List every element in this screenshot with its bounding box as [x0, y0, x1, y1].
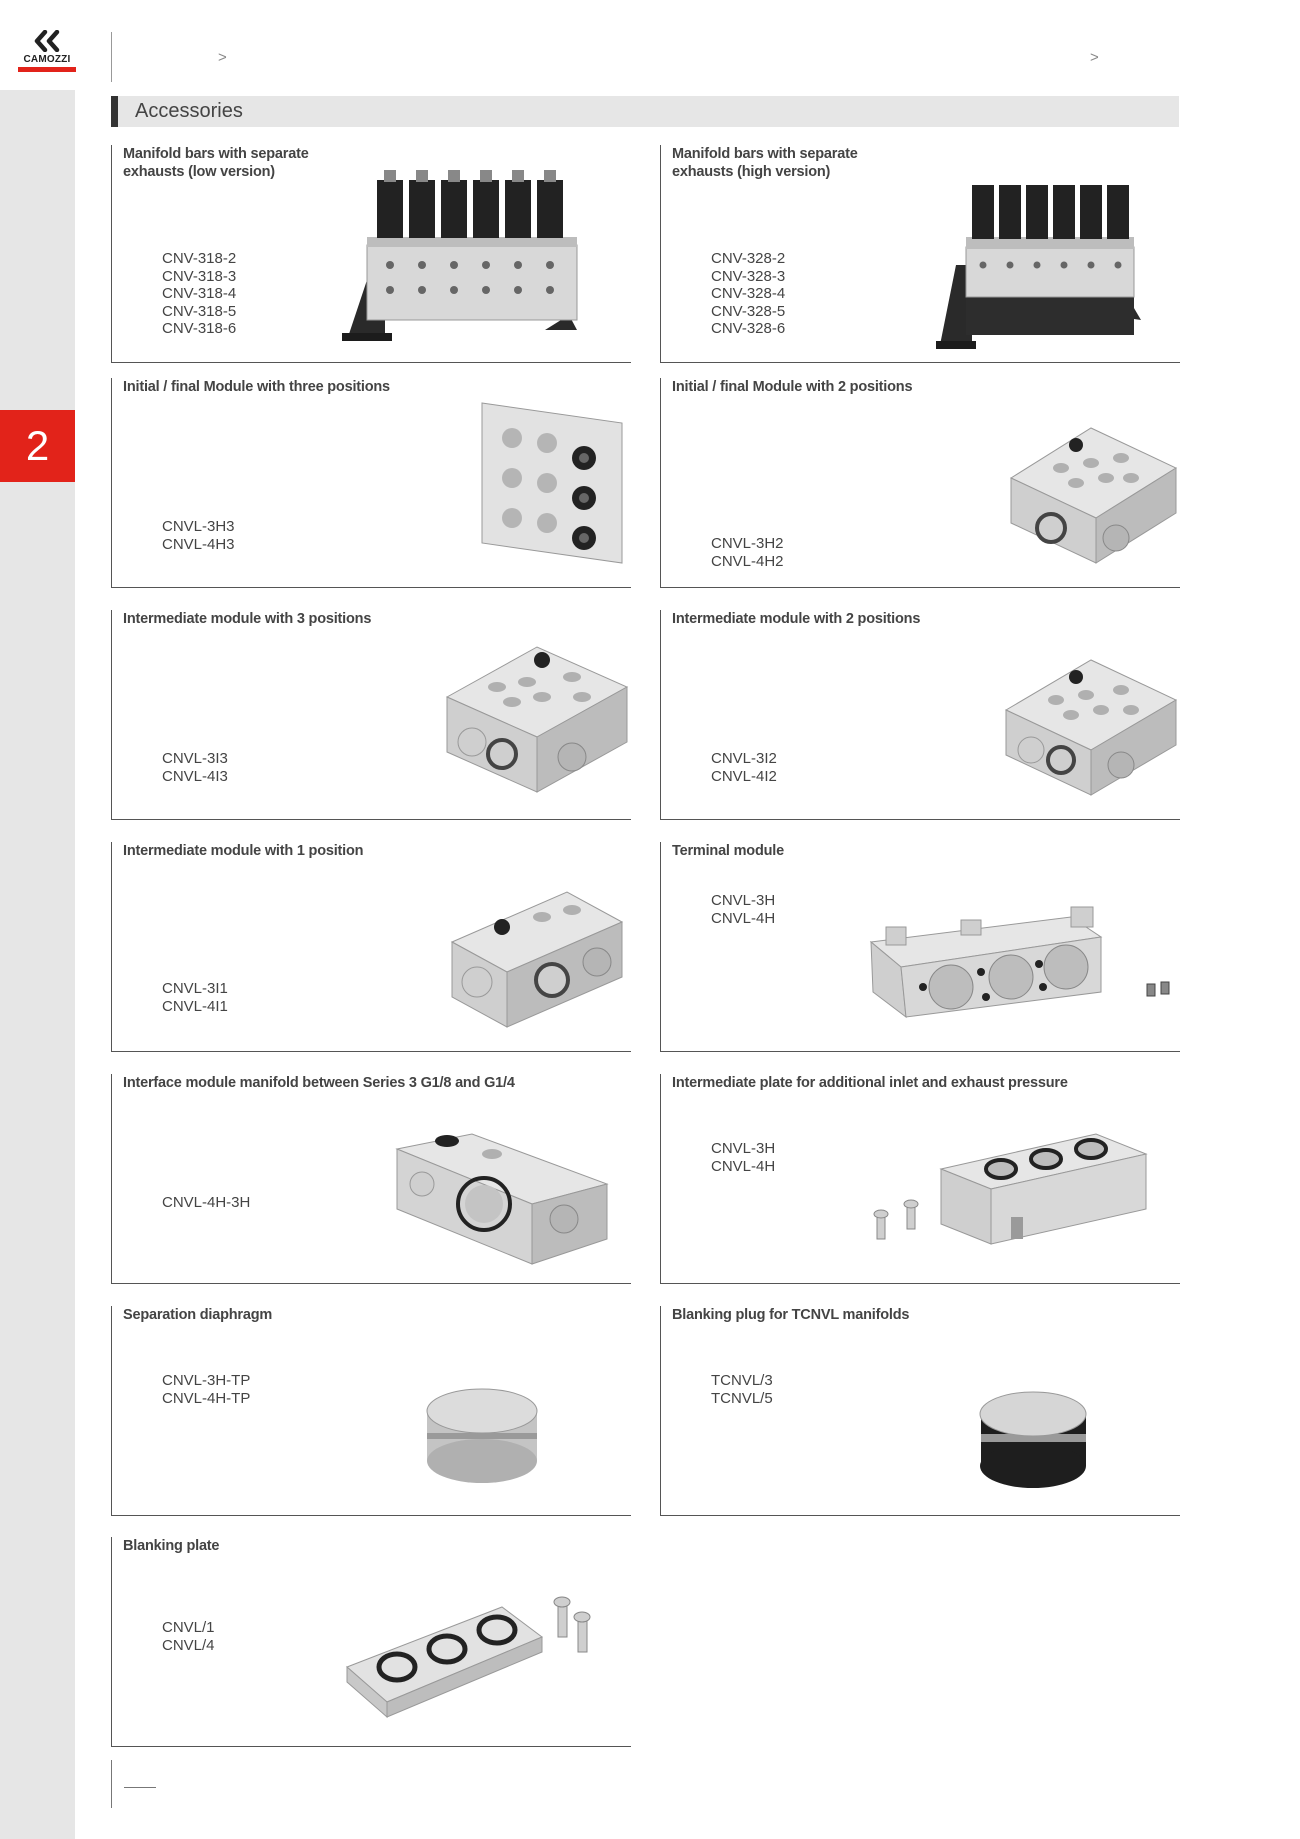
- product-title: Manifold bars with separate exhausts (low version): [123, 146, 309, 180]
- product-code: CNVL-3I2: [711, 750, 777, 767]
- breadcrumb-separator: >: [1090, 49, 1099, 66]
- product-codes: [162, 518, 235, 553]
- blanking-plug-photo: [971, 1386, 1096, 1496]
- product-codes: [711, 535, 784, 570]
- product-code: CNV-318-6: [162, 320, 237, 337]
- product-card-manifold-high: [660, 145, 1180, 363]
- product-title: Manifold bars with separate exhausts (high version): [672, 146, 858, 180]
- product-code: CNV-328-6: [711, 320, 786, 337]
- initial-final-3-photo: [472, 393, 632, 568]
- product-code: CNVL/1: [162, 1619, 215, 1636]
- product-title: Blanking plug for TCNVL manifolds: [672, 1307, 910, 1323]
- product-codes: [162, 1372, 250, 1407]
- product-card-terminal-module: [660, 842, 1180, 1052]
- product-title: Initial / final Module with 2 positions: [672, 379, 913, 395]
- product-code: CNVL/4: [162, 1636, 215, 1654]
- product-codes: [162, 1619, 215, 1654]
- initial-final-2-photo: [1006, 423, 1181, 568]
- product-code: CNV-328-3: [711, 267, 786, 285]
- manifold-high-photo: [936, 145, 1146, 355]
- camozzi-logo[interactable]: [18, 30, 76, 75]
- header-rule: [111, 32, 112, 82]
- product-codes: [162, 750, 228, 785]
- chapter-tab[interactable]: [0, 410, 75, 482]
- product-codes: [711, 1140, 775, 1175]
- product-codes: [711, 892, 775, 927]
- logo-text: CAMOZZI: [23, 54, 71, 65]
- product-card-intermediate-plate: [660, 1074, 1180, 1284]
- product-code: CNV-328-5: [711, 302, 786, 320]
- product-code: CNVL-4H-3H: [162, 1194, 251, 1211]
- product-codes: [711, 750, 777, 785]
- product-code: CNV-318-3: [162, 267, 237, 285]
- product-card-intermediate-2: [660, 610, 1180, 820]
- product-code: CNV-318-4: [162, 285, 237, 302]
- product-title: Intermediate module with 3 positions: [123, 611, 372, 627]
- product-codes: [711, 250, 785, 338]
- product-code: TCNVL/5: [711, 1389, 773, 1407]
- product-code: CNVL-3I1: [162, 980, 228, 997]
- product-title: Intermediate module with 1 position: [123, 843, 364, 859]
- product-code: CNVL-4I3: [162, 767, 228, 785]
- blanking-plate-photo: [342, 1577, 612, 1727]
- product-title: Intermediate plate for additional inlet and exhaust pressure: [672, 1075, 1068, 1091]
- product-title: Interface module manifold between Series 3 G1/8 and G1/4: [123, 1075, 515, 1091]
- logo-red-bar: [18, 67, 76, 72]
- product-card-initial-final-3: [111, 378, 631, 588]
- product-code: CNVL-4H: [711, 1157, 776, 1175]
- product-code: CNVL-3H-TP: [162, 1372, 251, 1389]
- product-title: Separation diaphragm: [123, 1307, 273, 1323]
- product-code: CNVL-4H3: [162, 535, 235, 553]
- intermediate-1-photo: [447, 882, 627, 1032]
- intermediate-plate-photo: [861, 1129, 1151, 1259]
- section-marker: [111, 96, 118, 127]
- product-code: CNVL-3H2: [711, 535, 784, 552]
- product-code: CNVL-3H: [711, 1140, 776, 1157]
- intermediate-3-photo: [442, 642, 632, 797]
- product-card-separation-diaphragm: [111, 1306, 631, 1516]
- product-code: CNVL-3H3: [162, 518, 235, 535]
- product-card-intermediate-3: [111, 610, 631, 820]
- product-code: CNVL-4H: [711, 909, 776, 927]
- interface-module-photo: [392, 1129, 612, 1269]
- product-title: Blanking plate: [123, 1538, 220, 1554]
- camozzi-logo-icon: [32, 30, 62, 52]
- product-code: CNV-318-2: [162, 250, 237, 267]
- section-title: Accessories: [135, 100, 243, 122]
- side-band: [0, 90, 75, 1839]
- footer-rule: [111, 1760, 112, 1808]
- product-code: CNV-328-2: [711, 250, 786, 267]
- product-codes: [711, 1372, 773, 1407]
- product-code: CNV-318-5: [162, 302, 237, 320]
- product-codes: [162, 250, 236, 338]
- product-card-initial-final-2: [660, 378, 1180, 588]
- product-code: CNVL-4I2: [711, 767, 777, 785]
- product-code: CNVL-3I3: [162, 750, 228, 767]
- chapter-number: 2: [25, 422, 50, 469]
- product-card-blanking-plug: [660, 1306, 1180, 1516]
- manifold-low-photo: [337, 145, 597, 345]
- product-code: CNVL-3H: [711, 892, 776, 909]
- product-card-interface-module: [111, 1074, 631, 1284]
- product-code: CNVL-4H2: [711, 552, 784, 570]
- product-card-manifold-low: [111, 145, 631, 363]
- product-codes: [162, 1194, 250, 1212]
- terminal-module-photo: [861, 892, 1181, 1032]
- product-code: CNVL-4I1: [162, 997, 228, 1015]
- product-title: Terminal module: [672, 843, 784, 859]
- product-code: CNVL-4H-TP: [162, 1389, 251, 1407]
- separation-diaphragm-photo: [417, 1381, 547, 1491]
- product-title: Intermediate module with 2 positions: [672, 611, 921, 627]
- product-code: CNV-328-4: [711, 285, 786, 302]
- intermediate-2-photo: [1001, 655, 1181, 800]
- breadcrumb-separator: >: [218, 49, 227, 66]
- product-card-blanking-plate: [111, 1537, 631, 1747]
- section-header: [111, 96, 1179, 127]
- footer-dash: [124, 1787, 156, 1788]
- product-codes: [162, 980, 228, 1015]
- product-card-intermediate-1: [111, 842, 631, 1052]
- product-title: Initial / final Module with three positions: [123, 379, 390, 395]
- product-code: TCNVL/3: [711, 1372, 773, 1389]
